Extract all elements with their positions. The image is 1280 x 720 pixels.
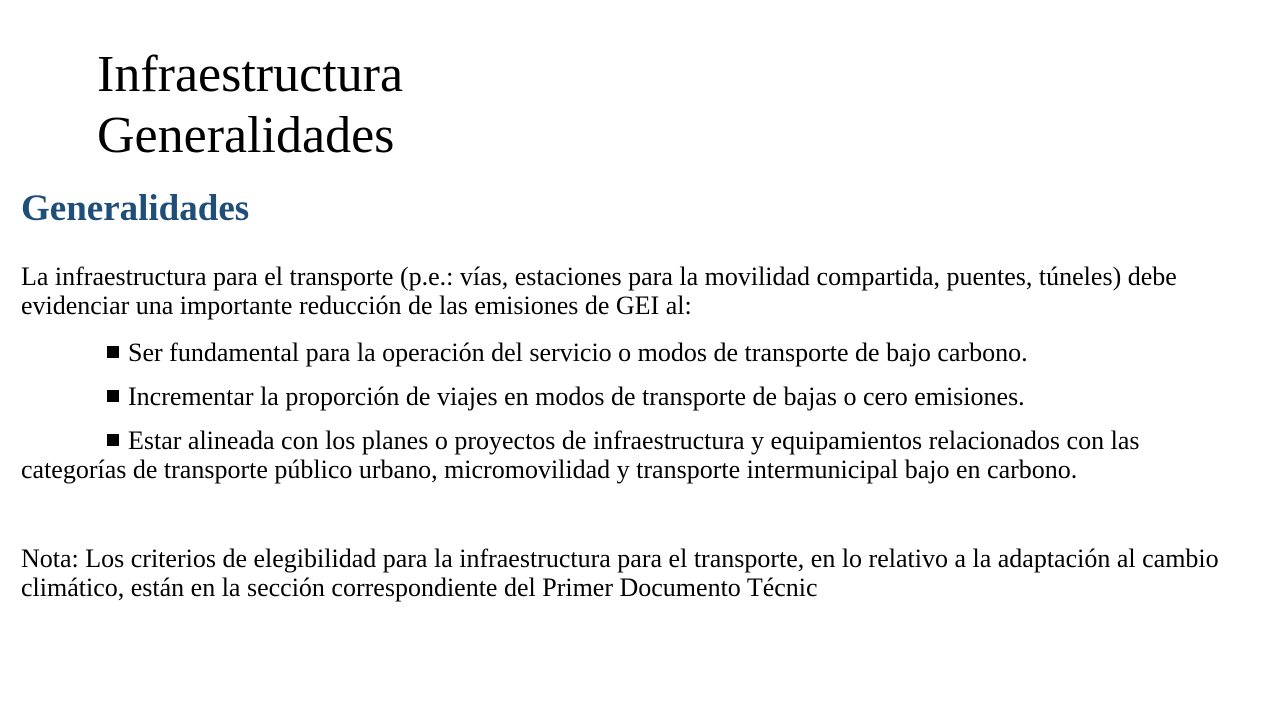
list-item [21,338,1251,367]
bullet-text: Ser fundamental para la operación del servicio o modos de transporte de bajo carbono. [128,338,1028,367]
bullet-text: Estar alineada con los planes o proyectos de infraestructura y equipamientos relacionados con las categorías de transporte público urbano, micromovilidad y transporte intermunicipal bajo en carbono. [21,426,1140,484]
slide-title [97,44,403,166]
section-heading: Generalidades [21,188,250,229]
intro-paragraph: La infraestructura para el transporte (p.e.: vías, estaciones para la movilidad compartida, puentes, túneles) debe evidenciar una importante reducción de las emisiones de GEI al: [21,262,1177,320]
square-bullet-icon [107,390,119,402]
criteria-list [21,338,1251,484]
slide-title-line-2: Generalidades [97,107,395,164]
slide-body [21,262,1251,602]
slide-title-line-1: Infraestructura [97,46,404,103]
square-bullet-icon [107,346,119,358]
square-bullet-icon [107,434,119,446]
note-paragraph: Nota: Los criterios de elegibilidad para la infraestructura para el transporte, en lo relativo a la adaptación al cambio climático, están en la sección correspondiente del Primer Documento Técnic [21,544,1219,602]
bullet-text: Incrementar la proporción de viajes en modos de transporte de bajas o cero emisiones. [128,382,1025,411]
list-item [21,382,1251,411]
list-item [21,426,1251,484]
